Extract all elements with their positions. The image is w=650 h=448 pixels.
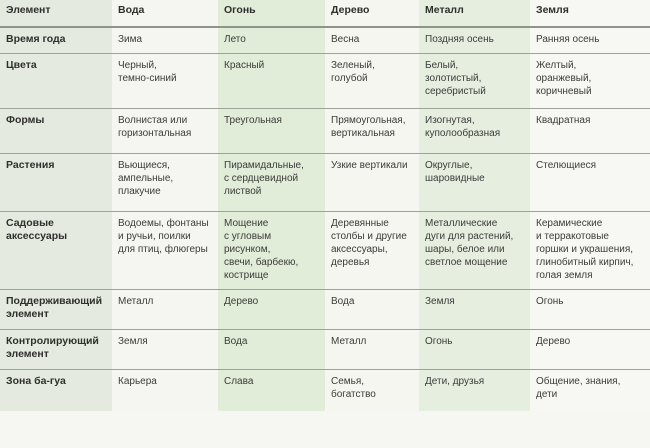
cell-water: Водоемы, фонтаны и ручьи, поилки для птиц, флюгеры <box>112 212 218 290</box>
header-earth: Земля <box>530 0 650 27</box>
cell-water: Зима <box>112 27 218 54</box>
row-label: Контролирующий элемент <box>0 330 112 370</box>
cell-metal: Дети, друзья <box>419 370 530 412</box>
cell-fire: Дерево <box>218 290 325 330</box>
cell-fire: Треугольная <box>218 109 325 154</box>
cell-fire: Вода <box>218 330 325 370</box>
cell-wood: Прямоугольная, вертикальная <box>325 109 419 154</box>
row-label: Зона ба-гуа <box>0 370 112 412</box>
header-metal: Металл <box>419 0 530 27</box>
cell-fire: Пирамидальные, с сердцевидной листвой <box>218 154 325 212</box>
cell-earth: Огонь <box>530 290 650 330</box>
cell-metal: Изогнутая, куполообразная <box>419 109 530 154</box>
row-label: Формы <box>0 109 112 154</box>
row-label: Садовые аксессуары <box>0 212 112 290</box>
header-water: Вода <box>112 0 218 27</box>
cell-metal: Металлические дуги для растений, шары, белое или светлое мощение <box>419 212 530 290</box>
table-row <box>0 27 650 54</box>
cell-wood: Узкие вертикали <box>325 154 419 212</box>
cell-earth: Ранняя осень <box>530 27 650 54</box>
header-fire: Огонь <box>218 0 325 27</box>
cell-water: Земля <box>112 330 218 370</box>
cell-metal: Белый, золотистый, серебристый <box>419 54 530 109</box>
row-label: Цвета <box>0 54 112 109</box>
table-row <box>0 290 650 330</box>
table-row <box>0 109 650 154</box>
row-label: Время года <box>0 27 112 54</box>
cell-earth: Желтый, оранжевый, коричневый <box>530 54 650 109</box>
cell-metal: Огонь <box>419 330 530 370</box>
cell-fire: Слава <box>218 370 325 412</box>
row-label: Поддерживающий элемент <box>0 290 112 330</box>
table-row <box>0 370 650 412</box>
cell-earth: Квадратная <box>530 109 650 154</box>
cell-metal: Земля <box>419 290 530 330</box>
cell-wood: Зеленый, голубой <box>325 54 419 109</box>
table-row <box>0 154 650 212</box>
table-row <box>0 212 650 290</box>
row-label: Растения <box>0 154 112 212</box>
cell-water: Карьера <box>112 370 218 412</box>
cell-fire: Красный <box>218 54 325 109</box>
cell-wood: Весна <box>325 27 419 54</box>
cell-metal: Округлые, шаровидные <box>419 154 530 212</box>
cell-earth: Керамические и терракотовые горшки и украшения, глинобитный кирпич, голая земля <box>530 212 650 290</box>
cell-wood: Вода <box>325 290 419 330</box>
cell-earth: Дерево <box>530 330 650 370</box>
table-row <box>0 330 650 370</box>
cell-wood: Деревянные столбы и другие аксессуары, деревья <box>325 212 419 290</box>
cell-water: Металл <box>112 290 218 330</box>
cell-fire: Мощение с угловым рисунком, свечи, барбекю, кострище <box>218 212 325 290</box>
cell-metal: Поздняя осень <box>419 27 530 54</box>
cell-water: Вьющиеся, ампельные, плакучие <box>112 154 218 212</box>
table-row <box>0 54 650 109</box>
cell-earth: Общение, знания, дети <box>530 370 650 412</box>
cell-earth: Стелющиеся <box>530 154 650 212</box>
header-row <box>0 0 650 27</box>
cell-water: Волнистая или горизонтальная <box>112 109 218 154</box>
cell-fire: Лето <box>218 27 325 54</box>
cell-water: Черный, темно-синий <box>112 54 218 109</box>
cell-wood: Металл <box>325 330 419 370</box>
header-wood: Дерево <box>325 0 419 27</box>
cell-wood: Семья, богатство <box>325 370 419 412</box>
header-element: Элемент <box>0 0 112 27</box>
